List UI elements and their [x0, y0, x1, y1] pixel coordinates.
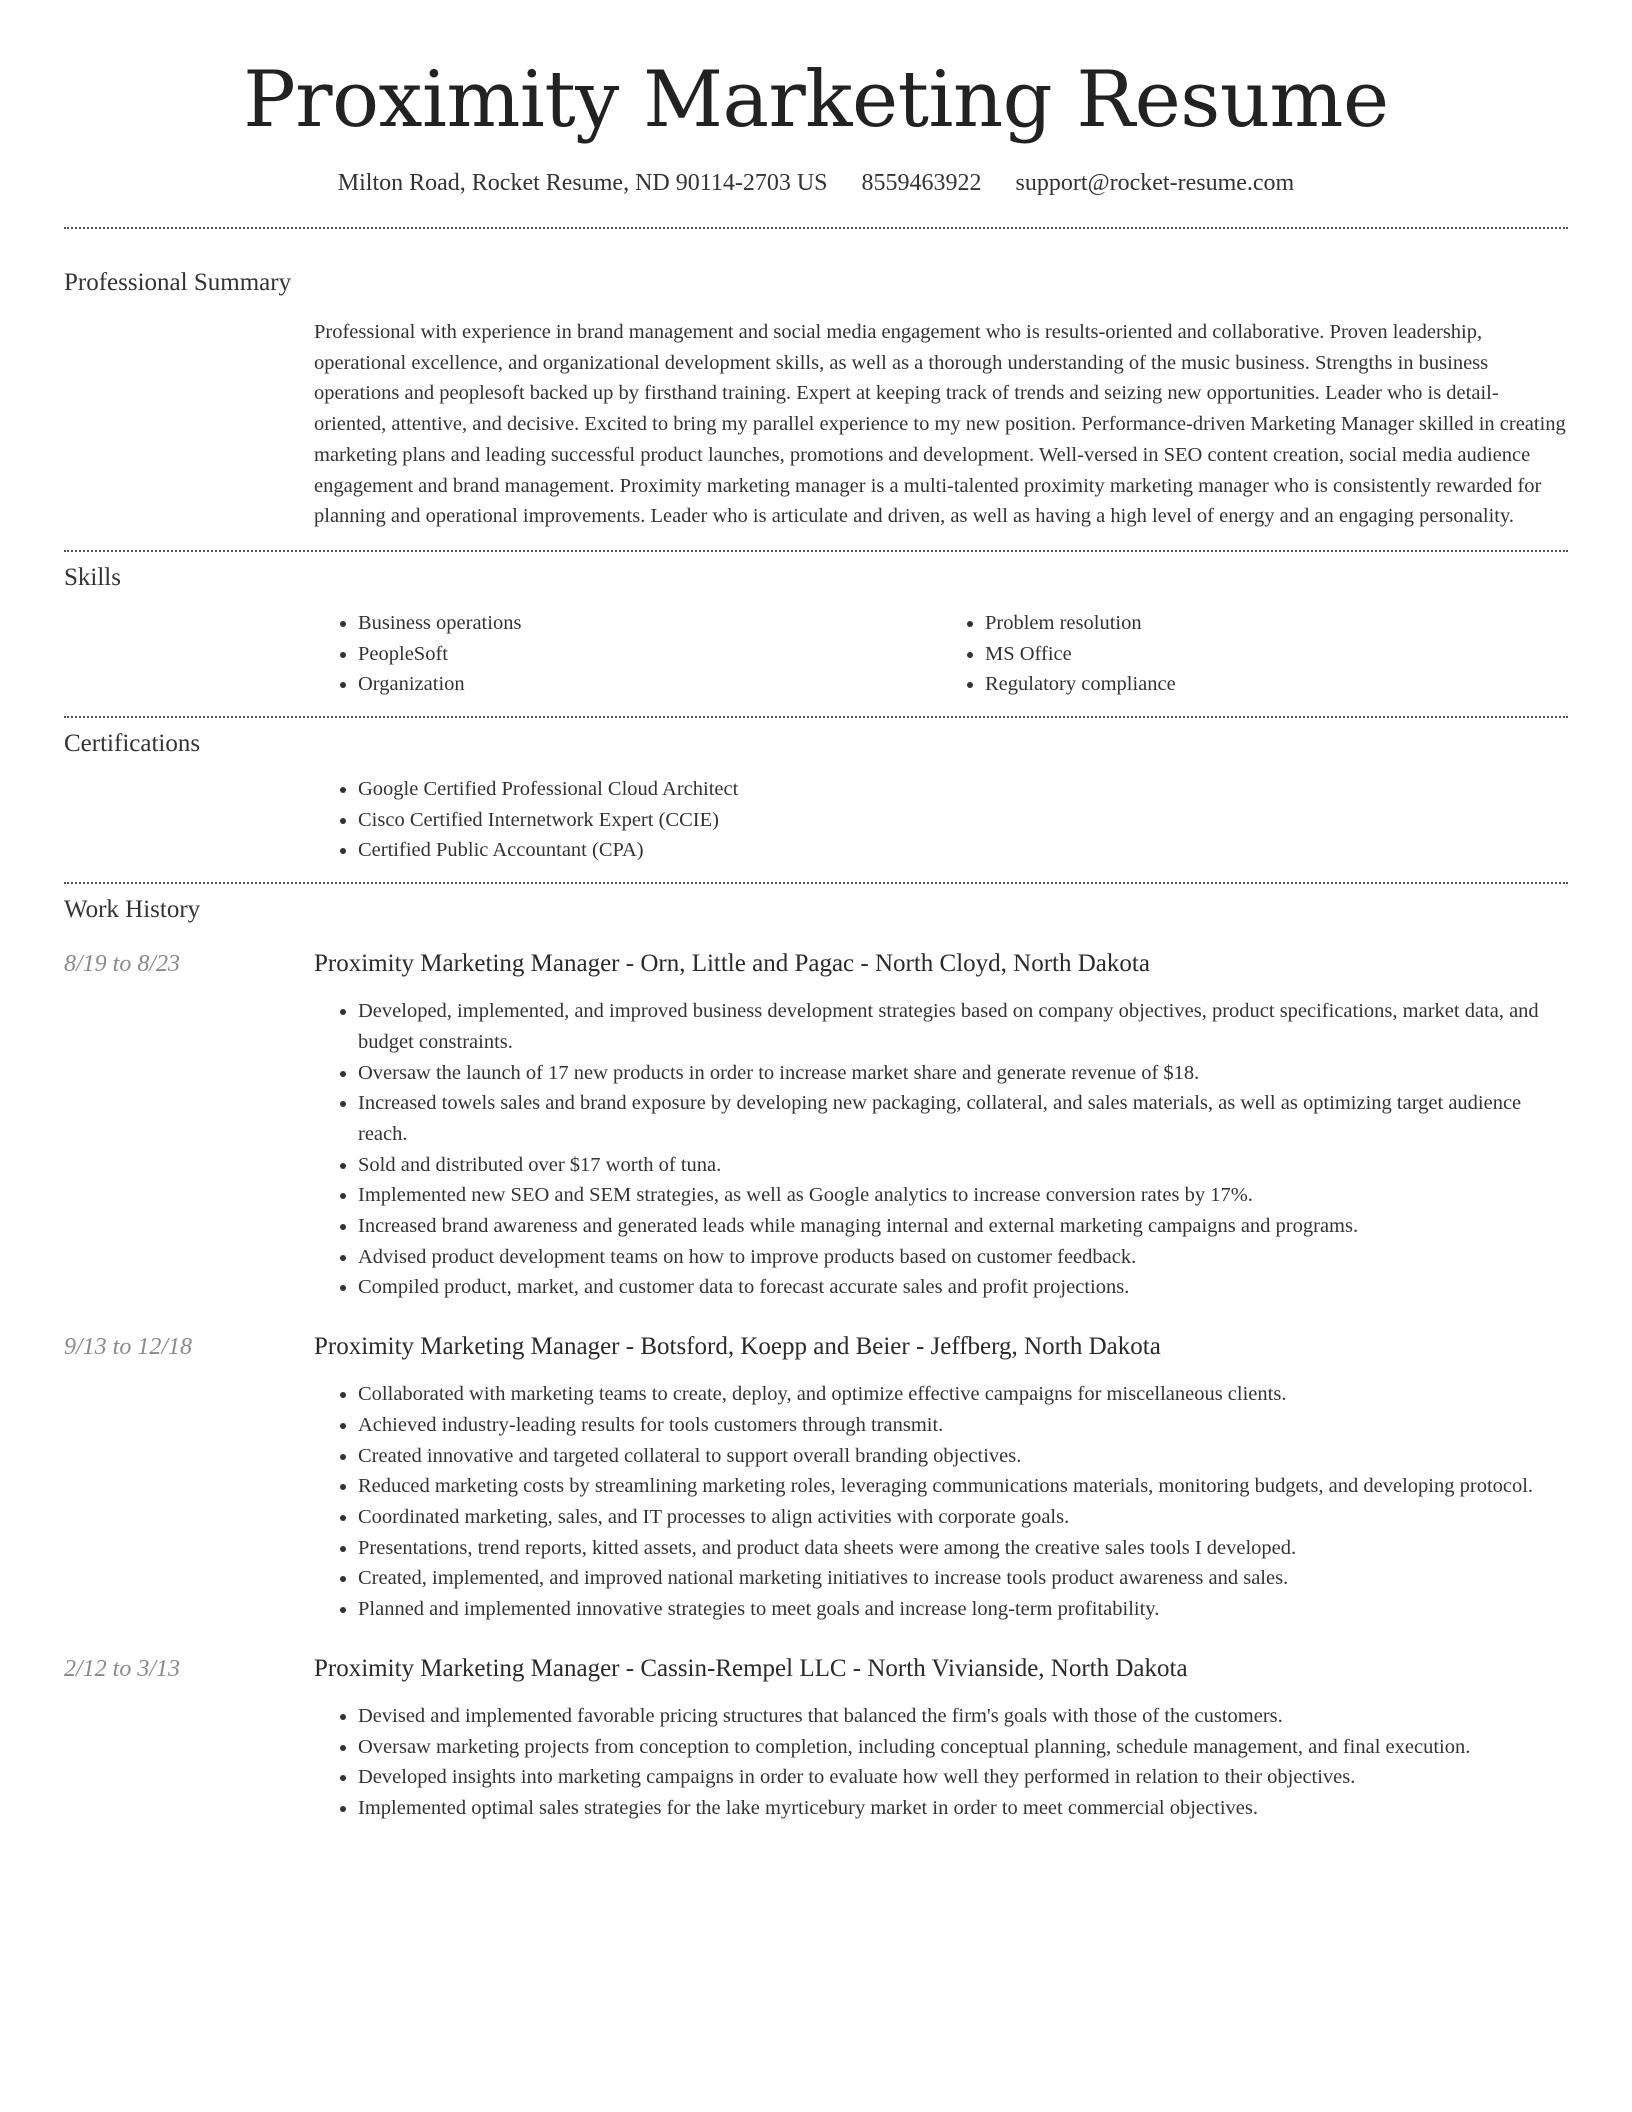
job-bullets	[314, 996, 1568, 1303]
job-bullets	[314, 1379, 1568, 1625]
job-bullet: • Implemented new SEO and SEM strategies, as well as Google analytics to increase conversion rates by 17%.	[358, 1180, 1568, 1211]
job-entry	[64, 950, 1568, 1303]
summary-section	[64, 229, 1568, 550]
job-entry	[64, 1655, 1568, 1824]
certification-item: • Google Certified Professional Cloud Architect	[358, 774, 1568, 805]
job-dates: 9/13 to 12/18	[64, 1334, 193, 1361]
skills-list-right	[941, 608, 1568, 700]
job-bullet: • Increased towels sales and brand exposure by developing new packaging, collateral, and sales materials, as well as optimizing target audience reach.	[358, 1088, 1568, 1149]
job-bullet: • Compiled product, market, and customer data to forecast accurate sales and profit projections.	[358, 1272, 1568, 1303]
certifications-list	[314, 774, 1568, 866]
job-bullet: • Planned and implemented innovative strategies to meet goals and increase long-term profitability.	[358, 1594, 1568, 1625]
section-title-work-history: Work History	[64, 896, 201, 924]
summary-text: Professional with experience in brand management and social media engagement who is results-oriented and collaborative. Proven leadership, operational excellence, and organizational development skills, as well as a thorough understanding of the music business. Strengths in business operations and peoplesoft backed up by firsthand training. Expert at keeping track of trends and seizing new opportunities. Leader who is detail-oriented, attentive, and decisive. Excited to bring my parallel experience to my new position. Performance-driven Marketing Manager skilled in creating marketing plans and leading successful product launches, promotions and development. Well-versed in SEO content creation, social media audience engagement and brand management. Proximity marketing manager is a multi-talented proximity marketing manager who is consistently rewarded for planning and operational improvements. Leader who is articulate and driven, as well as having a high level of energy and an engaging personality.	[314, 321, 1566, 528]
skills-section	[64, 552, 1568, 716]
section-title-summary: Professional Summary	[64, 269, 292, 296]
job-bullet: • Advised product development teams on how to improve products based on customer feedback.	[358, 1242, 1568, 1273]
job-bullet: • Collaborated with marketing teams to create, deploy, and optimize effective campaigns for miscellaneous clients.	[358, 1379, 1568, 1410]
job-bullets	[314, 1701, 1568, 1824]
contact-email: support@rocket-resume.com	[1015, 170, 1295, 196]
section-title-skills: Skills	[64, 563, 121, 591]
job-bullet: • Reduced marketing costs by streamlining marketing roles, leveraging communications materials, monitoring budgets, and developing protocol.	[358, 1471, 1568, 1502]
job-bullet: • Oversaw marketing projects from conception to completion, including conceptual planning, schedule management, and final execution.	[358, 1732, 1568, 1763]
section-title-certifications: Certifications	[64, 730, 201, 758]
certification-item: • Cisco Certified Internetwork Expert (CCIE)	[358, 805, 1568, 836]
job-bullet: • Developed insights into marketing campaigns in order to evaluate how well they performed in relation to their objectives.	[358, 1762, 1568, 1793]
certifications-section	[64, 718, 1568, 882]
certification-item: • Certified Public Accountant (CPA)	[358, 835, 1568, 866]
job-bullet: • Increased brand awareness and generated leads while managing internal and external marketing campaigns and programs.	[358, 1211, 1568, 1242]
contact-phone: 8559463922	[861, 170, 982, 196]
job-bullet: • Developed, implemented, and improved business development strategies based on company objectives, product specifications, market data, and budget constraints.	[358, 996, 1568, 1057]
skill-item: • Organization	[358, 669, 941, 700]
work-history-section	[64, 884, 1568, 1823]
skill-item: • Business operations	[358, 608, 941, 639]
contact-line	[64, 170, 1568, 197]
job-dates: 8/19 to 8/23	[64, 951, 181, 978]
job-bullet: • Sold and distributed over $17 worth of tuna.	[358, 1150, 1568, 1181]
skill-item: • PeopleSoft	[358, 639, 941, 670]
job-title: Proximity Marketing Manager - Cassin-Rempel LLC - North Vivianside, North Dakota	[314, 1654, 1188, 1682]
resume-title: Proximity Marketing Resume	[243, 55, 1389, 145]
job-title: Proximity Marketing Manager - Orn, Little and Pagac - North Cloyd, North Dakota	[314, 950, 1150, 978]
job-bullet: • Presentations, trend reports, kitted assets, and product data sheets were among the creative sales tools I developed.	[358, 1533, 1568, 1564]
job-bullet: • Achieved industry-leading results for tools customers through transmit.	[358, 1410, 1568, 1441]
skill-item: • MS Office	[985, 639, 1568, 670]
skills-list-left	[314, 608, 941, 700]
skill-item: • Regulatory compliance	[985, 669, 1568, 700]
job-bullet: • Created innovative and targeted collateral to support overall branding objectives.	[358, 1441, 1568, 1472]
job-bullet: • Implemented optimal sales strategies for the lake myrticebury market in order to meet commercial objectives.	[358, 1793, 1568, 1824]
job-entry	[64, 1333, 1568, 1625]
job-dates: 2/12 to 3/13	[64, 1655, 181, 1682]
job-bullet: • Devised and implemented favorable pricing structures that balanced the firm's goals with those of the customers.	[358, 1701, 1568, 1732]
contact-address: Milton Road, Rocket Resume, ND 90114-2703 US	[337, 170, 828, 196]
job-bullet: • Oversaw the launch of 17 new products in order to increase market share and generate revenue of $18.	[358, 1058, 1568, 1089]
skill-item: • Problem resolution	[985, 608, 1568, 639]
job-bullet: • Created, implemented, and improved national marketing initiatives to increase tools product awareness and sales.	[358, 1563, 1568, 1594]
job-title: Proximity Marketing Manager - Botsford, Koepp and Beier - Jeffberg, North Dakota	[314, 1333, 1161, 1361]
job-bullet: • Coordinated marketing, sales, and IT processes to align activities with corporate goals.	[358, 1502, 1568, 1533]
